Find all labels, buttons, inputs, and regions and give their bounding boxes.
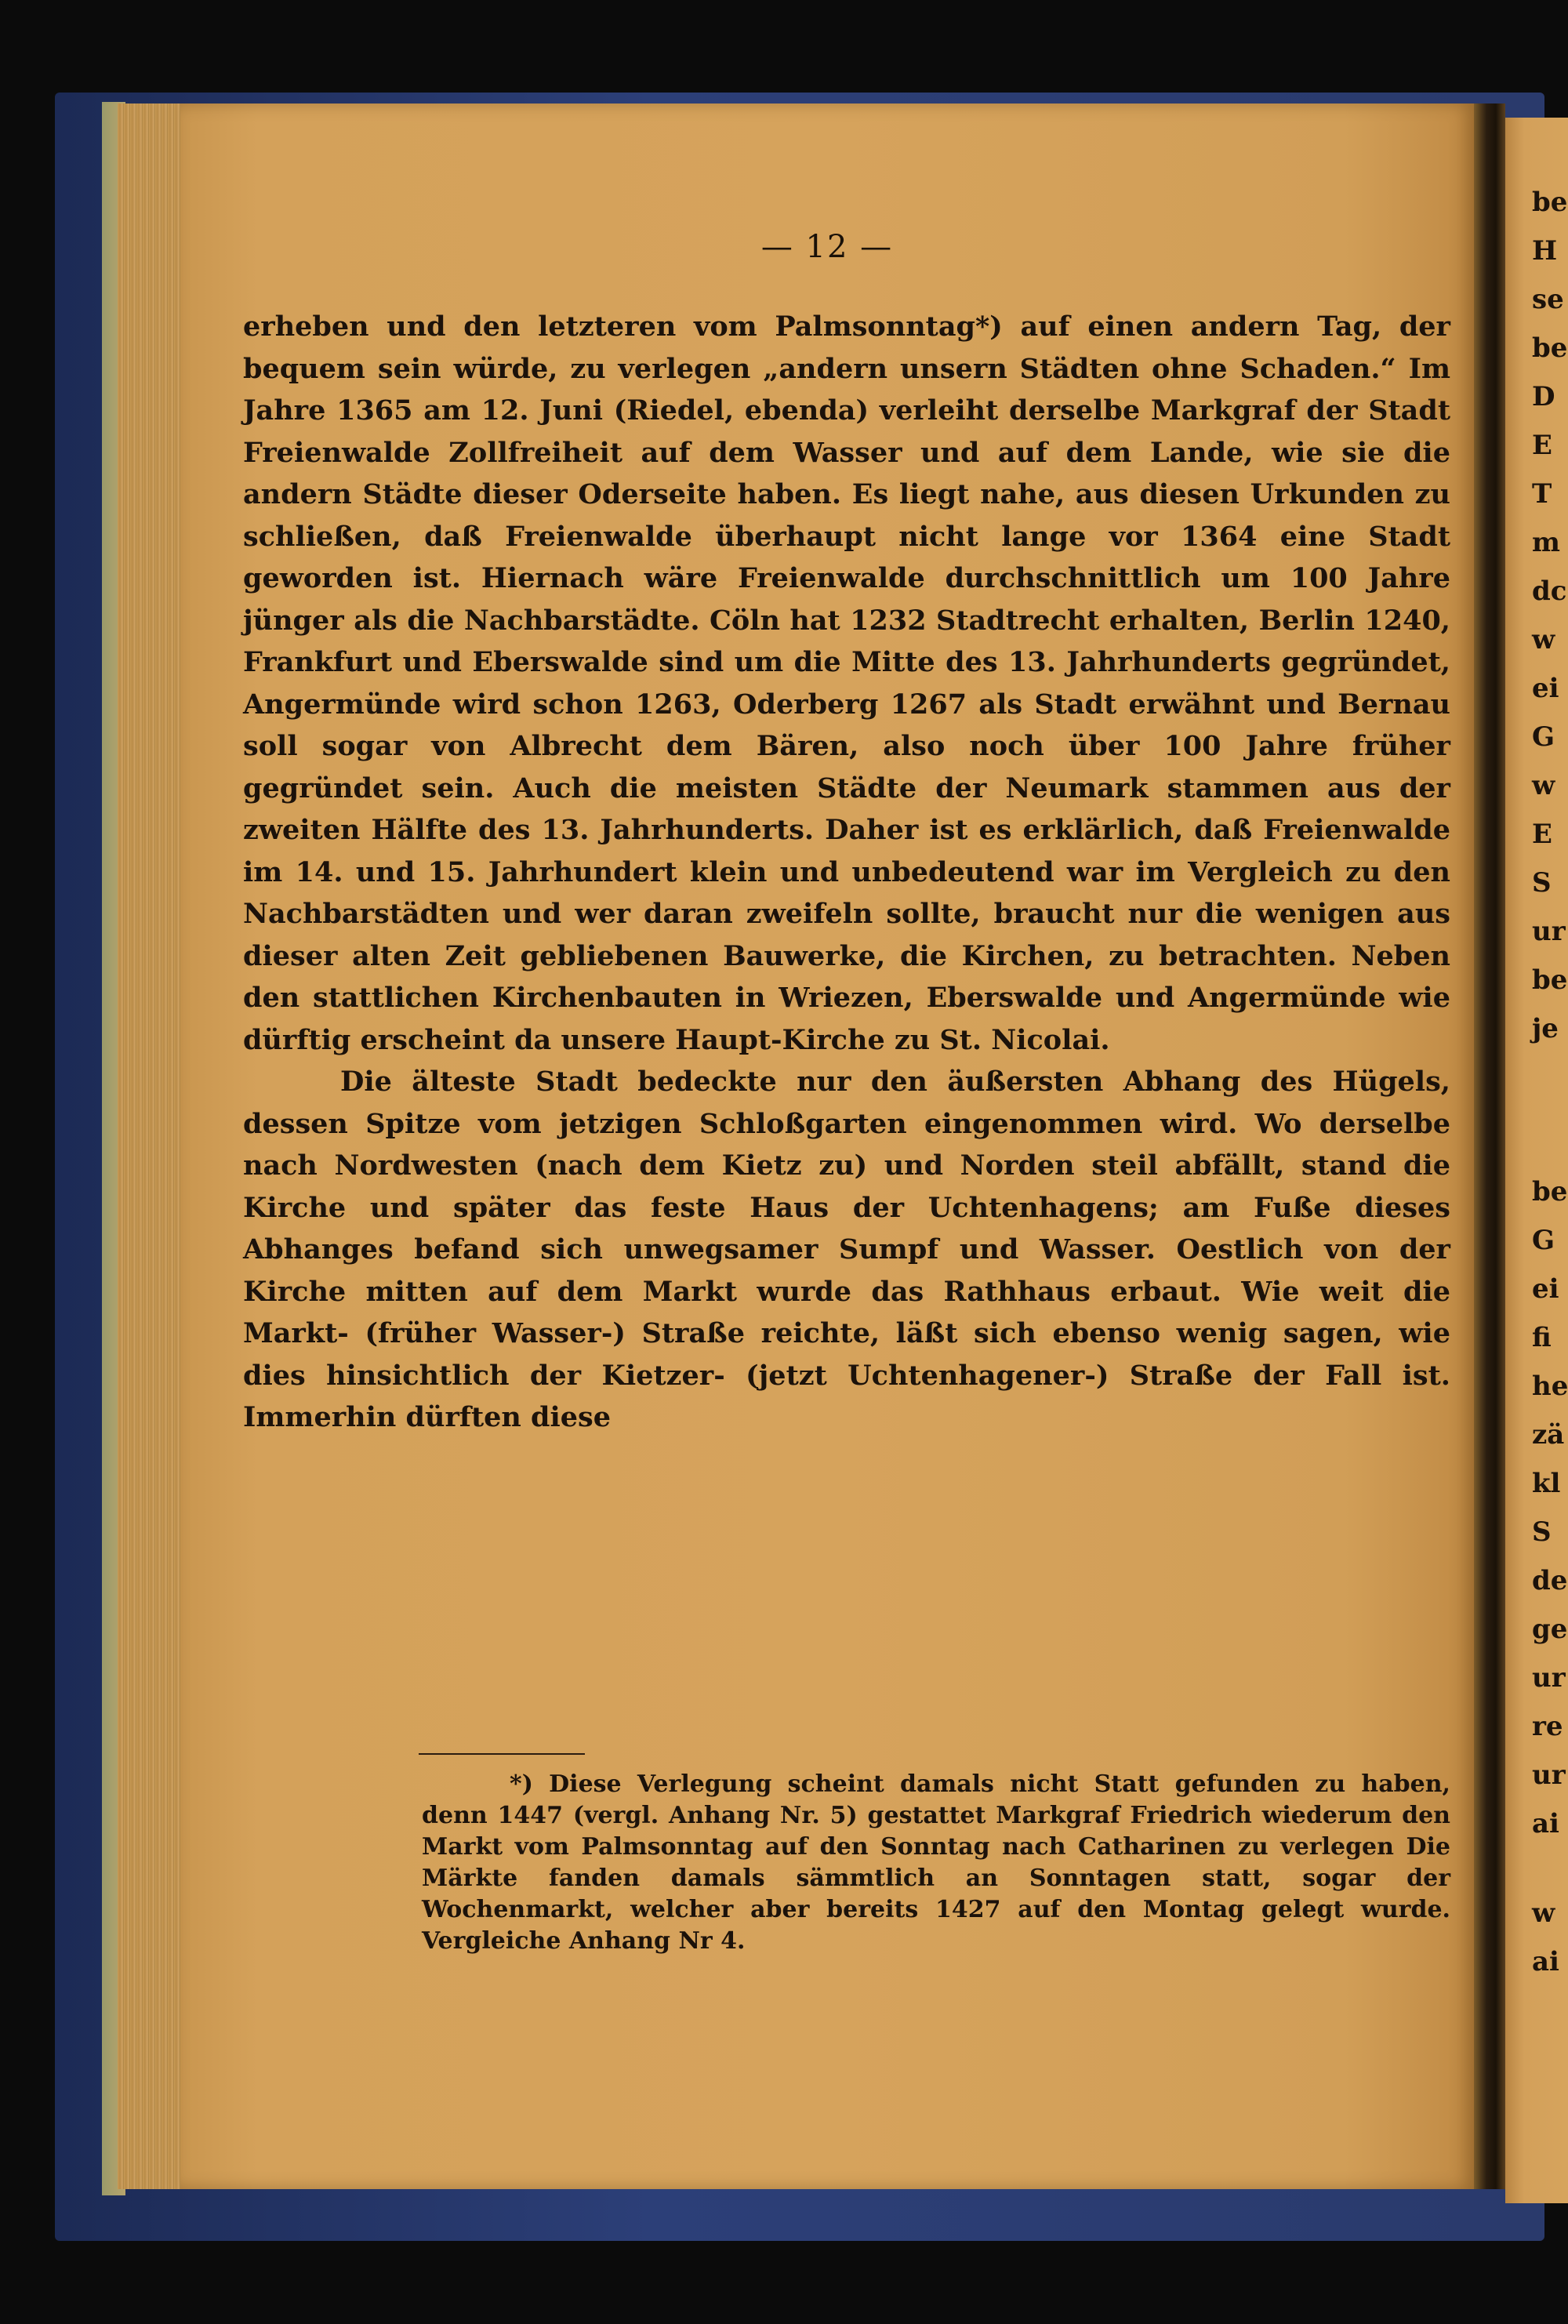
next-page-fragment: re: [1532, 1711, 1563, 1742]
next-page-fragment: G: [1532, 721, 1555, 753]
next-page-fragment: w: [1532, 770, 1555, 801]
next-page-fragment: T: [1532, 478, 1552, 510]
paragraph-1: erheben und den letzteren vom Palmsonntag*) auf einen andern Tag, der bequem sein würde, zu verlegen „andern unsern Städten ohne Schaden.“ Im Jahre 1365 am 12. Juni (Riedel, ebenda) verleiht derselbe Markgraf der Stadt Freienwalde Zollfreiheit auf dem Wasser und auf dem Lande, wie sie die andern Städte dieser Oderseite haben. Es liegt nahe, aus diesen Urkunden zu schließen, daß Freienwalde überhaupt nicht lange vor 1364 eine Stadt geworden ist. Hiernach wäre Freienwalde durchschnittlich um 100 Jahre jünger als die Nachbarstädte. Cöln hat 1232 Stadtrecht erhalten, Berlin 1240, Frankfurt und Eberswalde sind um die Mitte des 13. Jahrhunderts gegründet, Angermünde wird schon 1263, Oderberg 1267 als Stadt erwähnt und Bernau soll sogar von Albrecht dem Bären, also noch über 100 Jahre früher gegründet sein. Auch die meisten Städte der Neumark stammen aus der zweiten Hälfte des 13. Jahrhunderts. Daher ist es erklärlich, daß Freienwalde im 14. und 15. Jahrhundert klein und unbedeutend war im Vergleich zu den Nachbarstädten und wer daran zweifeln sollte, braucht nur die wenigen aus dieser alten Zeit gebliebenen Bauwerke, die Kirchen, zu betrachten. Neben den stattlichen Kirchenbauten in Wriezen, Eberswalde und Angermünde wie dürftig erscheint da unsere Haupt-Kirche zu St. Nicolai.: [243, 310, 1450, 1056]
next-page-fragment: ur: [1532, 1759, 1566, 1791]
next-page-fragment: E: [1532, 430, 1552, 461]
next-page-fragment: S: [1532, 1516, 1552, 1548]
next-page-fragment: be: [1532, 332, 1568, 364]
next-page-fragment: fi: [1532, 1322, 1552, 1353]
next-page-fragment: w: [1532, 624, 1555, 655]
next-page-fragment: ur: [1532, 916, 1566, 947]
next-page-fragment: ge: [1532, 1614, 1568, 1645]
next-page-fragment: G: [1532, 1225, 1555, 1256]
next-page-fragment: w: [1532, 1897, 1555, 1929]
next-page-fragment: ei: [1532, 1273, 1559, 1305]
next-page-fragment: je: [1532, 1013, 1559, 1044]
next-page-fragment: zä: [1532, 1419, 1565, 1451]
next-page-fragment: E: [1532, 819, 1552, 850]
next-page-fragment: se: [1532, 284, 1564, 315]
next-page-fragment: ai: [1532, 1946, 1559, 1977]
next-page-fragment: H: [1532, 235, 1558, 267]
footnote-text: *) Diese Verlegung scheint damals nicht Statt gefunden zu haben, denn 1447 (vergl. Anhang Nr. 5) gestattet Markgraf Friedrich wiederum den Markt vom Palmsonntag auf den Sonntag nach Catharinen zu verlegen Die Märkte fanden damals sämmtlich an Sonntagen statt, sogar der Wochenmarkt, welcher aber bereits 1427 auf den Montag gelegt wurde. Vergleiche Anhang Nr 4.: [422, 1770, 1450, 1955]
footnote-rule: [419, 1753, 585, 1755]
next-page-fragment: be: [1532, 187, 1568, 218]
book-gutter: [1474, 103, 1505, 2189]
next-page-fragment: be: [1532, 1176, 1568, 1207]
footnote: [422, 1769, 1450, 1957]
next-page-fragment: D: [1532, 381, 1555, 412]
next-page-fragment: ur: [1532, 1662, 1566, 1694]
next-page-fragment: m: [1532, 527, 1560, 558]
next-page-fragment: dc: [1532, 576, 1567, 607]
right-page-edge: [1505, 118, 1568, 2203]
next-page-fragment: S: [1532, 867, 1552, 899]
next-page-fragment: ai: [1532, 1808, 1559, 1839]
next-page-fragment: he: [1532, 1371, 1568, 1402]
next-page-fragment: kl: [1532, 1468, 1561, 1499]
paragraph-2: Die älteste Stadt bedeckte nur den äußersten Abhang des Hügels, dessen Spitze vom jetzigen Schloßgarten eingenommen wird. Wo derselbe nach Nordwesten (nach dem Kietz zu) und Norden steil abfällt, stand die Kirche und später das feste Haus der Uchtenhagens; am Fuße dieses Abhanges befand sich unwegsamer Sumpf und Wasser. Oestlich von der Kirche mitten auf dem Markt wurde das Rathhaus erbaut. Wie weit die Markt- (früher Wasser-) Straße reichte, läßt sich ebenso wenig sagen, wie dies hinsichtlich der Kietzer- (jetzt Uchtenhagener-) Straße der Fall ist. Immerhin dürften diese: [243, 1066, 1450, 1433]
next-page-fragment: de: [1532, 1565, 1568, 1596]
next-page-fragment: be: [1532, 964, 1568, 996]
page-number: — 12 —: [760, 229, 894, 265]
main-text: [243, 306, 1450, 1439]
next-page-fragment: ei: [1532, 673, 1559, 704]
